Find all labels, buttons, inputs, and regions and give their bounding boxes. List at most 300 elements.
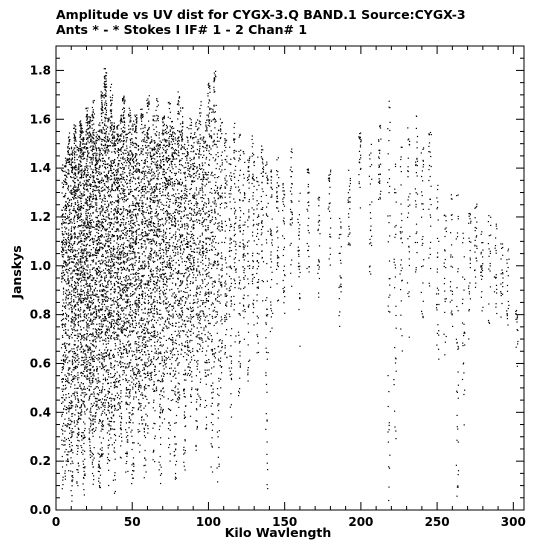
data-point	[115, 170, 116, 171]
data-point	[68, 198, 69, 199]
data-point	[69, 336, 70, 337]
data-point	[82, 144, 83, 145]
data-point	[66, 407, 67, 408]
data-point	[120, 341, 121, 342]
data-point	[136, 323, 137, 324]
data-point	[133, 274, 134, 275]
data-point	[97, 229, 98, 230]
data-point	[107, 463, 108, 464]
data-point	[122, 171, 123, 172]
data-point	[123, 201, 124, 202]
data-point	[84, 392, 85, 393]
data-point	[123, 97, 124, 98]
data-point	[132, 251, 133, 252]
data-point	[99, 381, 100, 382]
data-point	[126, 387, 127, 388]
data-point	[91, 336, 92, 337]
data-point	[125, 308, 126, 309]
data-point	[65, 158, 66, 159]
data-point	[84, 146, 85, 147]
data-point	[77, 454, 78, 455]
data-point	[83, 152, 84, 153]
data-point	[135, 279, 136, 280]
data-point	[117, 239, 118, 240]
data-point	[115, 200, 116, 201]
data-point	[83, 464, 84, 465]
data-point	[93, 323, 94, 324]
data-point	[90, 354, 91, 355]
data-point	[134, 374, 135, 375]
data-point	[72, 194, 73, 195]
data-point	[128, 125, 129, 126]
data-point	[102, 353, 103, 354]
data-point	[76, 445, 77, 446]
data-point	[77, 393, 78, 394]
data-point	[102, 178, 103, 179]
data-point	[71, 301, 72, 302]
data-point	[84, 241, 85, 242]
data-point	[104, 277, 105, 278]
data-point	[92, 207, 93, 208]
data-point	[62, 272, 63, 273]
data-point	[92, 464, 93, 465]
data-point	[118, 199, 119, 200]
data-point	[114, 326, 115, 327]
data-point	[112, 377, 113, 378]
data-point	[107, 256, 108, 257]
data-point	[80, 413, 81, 414]
data-point	[103, 290, 104, 291]
data-point	[81, 392, 82, 393]
data-point	[81, 250, 82, 251]
data-point	[115, 343, 116, 344]
x-tick-label: 250	[424, 515, 450, 529]
data-point	[77, 354, 78, 355]
data-point	[93, 424, 94, 425]
data-point	[118, 244, 119, 245]
data-point	[130, 147, 131, 148]
data-point	[77, 236, 78, 237]
data-point	[94, 100, 95, 101]
data-point	[63, 360, 64, 361]
data-point	[67, 458, 68, 459]
data-point	[71, 167, 72, 168]
data-point	[95, 158, 96, 159]
data-point	[97, 398, 98, 399]
data-point	[74, 351, 75, 352]
data-point	[124, 197, 125, 198]
data-point	[94, 267, 95, 268]
data-point	[127, 295, 128, 296]
data-point	[65, 182, 66, 183]
data-point	[71, 312, 72, 313]
data-point	[80, 321, 81, 322]
data-point	[62, 325, 63, 326]
data-point	[114, 283, 115, 284]
data-point	[89, 365, 90, 366]
data-point	[123, 237, 124, 238]
data-point	[71, 348, 72, 349]
data-point	[133, 177, 134, 178]
data-point	[77, 375, 78, 376]
data-point	[122, 212, 123, 213]
data-point	[77, 279, 78, 280]
data-point	[123, 366, 124, 367]
data-point	[118, 160, 119, 161]
data-point	[120, 367, 121, 368]
data-point	[126, 183, 127, 184]
data-point	[80, 395, 81, 396]
data-point	[125, 348, 126, 349]
data-point	[68, 278, 69, 279]
data-point	[108, 133, 109, 134]
data-point	[111, 266, 112, 267]
data-point	[132, 124, 133, 125]
data-point	[93, 117, 94, 118]
data-point	[97, 217, 98, 218]
data-point	[82, 454, 83, 455]
data-point	[98, 189, 99, 190]
data-point	[130, 376, 131, 377]
data-point	[83, 432, 84, 433]
data-point	[93, 484, 94, 485]
data-point	[80, 170, 81, 171]
data-point	[98, 377, 99, 378]
data-point	[75, 175, 76, 176]
data-point	[65, 213, 66, 214]
data-point	[124, 121, 125, 122]
data-point	[110, 238, 111, 239]
data-point	[112, 270, 113, 271]
data-point	[123, 159, 124, 160]
data-point	[132, 470, 133, 471]
data-point	[76, 146, 77, 147]
data-point	[86, 142, 87, 143]
data-point	[100, 195, 101, 196]
data-point	[92, 359, 93, 360]
data-point	[66, 449, 67, 450]
data-point	[89, 348, 90, 349]
data-point	[106, 335, 107, 336]
data-point	[132, 377, 133, 378]
data-point	[114, 249, 115, 250]
data-point	[86, 281, 87, 282]
data-point	[82, 401, 83, 402]
data-point	[66, 241, 67, 242]
data-point	[76, 154, 77, 155]
data-point	[89, 300, 90, 301]
data-point	[110, 362, 111, 363]
data-point	[71, 284, 72, 285]
data-point	[65, 347, 66, 348]
data-point	[86, 116, 87, 117]
data-point	[67, 203, 68, 204]
data-point	[81, 336, 82, 337]
data-point	[63, 302, 64, 303]
data-point	[102, 221, 103, 222]
data-point	[120, 356, 121, 357]
data-point	[82, 255, 83, 256]
data-point	[77, 379, 78, 380]
data-point	[90, 135, 91, 136]
data-point	[96, 329, 97, 330]
data-point	[80, 166, 81, 167]
data-point	[77, 437, 78, 438]
data-point	[108, 410, 109, 411]
data-point	[62, 266, 63, 267]
data-point	[130, 370, 131, 371]
data-point	[72, 364, 73, 365]
data-point	[89, 389, 90, 390]
data-point	[121, 401, 122, 402]
data-point	[73, 323, 74, 324]
data-point	[75, 234, 76, 235]
data-point	[80, 252, 81, 253]
data-point	[98, 407, 99, 408]
data-point	[99, 485, 100, 486]
data-point	[118, 230, 119, 231]
data-point	[77, 208, 78, 209]
data-point	[107, 201, 108, 202]
data-point	[85, 144, 86, 145]
data-point	[124, 124, 125, 125]
data-point	[71, 205, 72, 206]
data-point	[131, 331, 132, 332]
data-point	[79, 137, 80, 138]
data-point	[83, 270, 84, 271]
data-point	[110, 87, 111, 88]
data-point	[78, 432, 79, 433]
data-point	[124, 110, 125, 111]
data-point	[77, 422, 78, 423]
data-point	[125, 314, 126, 315]
data-point	[86, 338, 87, 339]
data-point	[107, 167, 108, 168]
data-point	[92, 260, 93, 261]
data-point	[109, 356, 110, 357]
data-point	[128, 299, 129, 300]
data-point	[86, 177, 87, 178]
data-point	[70, 457, 71, 458]
data-point	[133, 227, 134, 228]
data-point	[77, 448, 78, 449]
data-point	[74, 243, 75, 244]
data-point	[127, 287, 128, 288]
data-point	[121, 357, 122, 358]
data-point	[127, 353, 128, 354]
data-point	[99, 137, 100, 138]
data-point	[89, 255, 90, 256]
data-point	[135, 384, 136, 385]
data-point	[72, 172, 73, 173]
data-point	[121, 133, 122, 134]
data-point	[80, 261, 81, 262]
data-point	[87, 270, 88, 271]
data-point	[89, 228, 90, 229]
data-point	[92, 303, 93, 304]
y-tick-label: 0.4	[29, 405, 51, 420]
data-point	[75, 273, 76, 274]
data-point	[83, 205, 84, 206]
data-point	[88, 335, 89, 336]
data-point	[68, 150, 69, 151]
data-point	[109, 314, 110, 315]
data-point	[122, 269, 123, 270]
data-point	[123, 346, 124, 347]
data-point	[66, 319, 67, 320]
data-point	[77, 275, 78, 276]
data-point	[81, 439, 82, 440]
data-point	[121, 253, 122, 254]
data-point	[84, 295, 85, 296]
data-point	[69, 446, 70, 447]
data-point	[87, 224, 88, 225]
data-point	[77, 209, 78, 210]
data-point	[80, 150, 81, 151]
data-point	[93, 241, 94, 242]
data-point	[86, 307, 87, 308]
data-point	[77, 360, 78, 361]
data-point	[105, 89, 106, 90]
data-point	[72, 405, 73, 406]
data-point	[130, 296, 131, 297]
data-point	[103, 127, 104, 128]
data-point	[83, 438, 84, 439]
data-point	[75, 193, 76, 194]
data-point	[130, 301, 131, 302]
data-point	[123, 379, 124, 380]
data-point	[93, 194, 94, 195]
data-point	[122, 362, 123, 363]
data-point	[64, 210, 65, 211]
data-point	[130, 159, 131, 160]
data-point	[106, 181, 107, 182]
data-point	[80, 296, 81, 297]
data-point	[80, 300, 81, 301]
data-point	[107, 329, 108, 330]
data-point	[84, 185, 85, 186]
data-point	[61, 360, 62, 361]
data-point	[87, 234, 88, 235]
data-point	[117, 297, 118, 298]
data-point	[105, 198, 106, 199]
data-point	[104, 185, 105, 186]
data-point	[119, 290, 120, 291]
data-point	[136, 300, 137, 301]
data-point	[86, 367, 87, 368]
data-point	[103, 163, 104, 164]
data-point	[123, 169, 124, 170]
data-point	[126, 321, 127, 322]
data-point	[78, 402, 79, 403]
data-point	[125, 165, 126, 166]
data-point	[107, 306, 108, 307]
data-point	[128, 287, 129, 288]
data-point	[129, 418, 130, 419]
data-point	[89, 128, 90, 129]
data-point	[123, 143, 124, 144]
data-point	[75, 125, 76, 126]
data-point	[83, 392, 84, 393]
data-point	[101, 223, 102, 224]
data-point	[83, 222, 84, 223]
data-point	[108, 447, 109, 448]
data-point	[80, 191, 81, 192]
data-point	[78, 184, 79, 185]
data-point	[107, 181, 108, 182]
data-point	[81, 447, 82, 448]
data-point	[114, 267, 115, 268]
data-point	[92, 473, 93, 474]
data-point	[110, 364, 111, 365]
data-point	[102, 228, 103, 229]
data-point	[66, 380, 67, 381]
data-point	[112, 166, 113, 167]
data-point	[120, 193, 121, 194]
data-point	[84, 471, 85, 472]
data-point	[87, 172, 88, 173]
data-point	[116, 175, 117, 176]
data-point	[78, 298, 79, 299]
data-point	[62, 299, 63, 300]
data-point	[86, 245, 87, 246]
data-point	[87, 265, 88, 266]
data-point	[130, 309, 131, 310]
data-point	[87, 296, 88, 297]
data-point	[84, 369, 85, 370]
data-point	[96, 232, 97, 233]
data-point	[104, 349, 105, 350]
data-point	[129, 332, 130, 333]
data-point	[122, 152, 123, 153]
data-point	[113, 210, 114, 211]
data-point	[112, 300, 113, 301]
data-point	[76, 481, 77, 482]
data-point	[130, 115, 131, 116]
data-point	[111, 103, 112, 104]
data-point	[72, 363, 73, 364]
data-point	[98, 179, 99, 180]
data-point	[80, 273, 81, 274]
data-point	[66, 183, 67, 184]
data-point	[93, 295, 94, 296]
data-point	[106, 114, 107, 115]
data-point	[91, 146, 92, 147]
data-point	[101, 95, 102, 96]
data-point	[126, 296, 127, 297]
data-point	[108, 402, 109, 403]
data-point	[81, 174, 82, 175]
data-point	[79, 268, 80, 269]
data-point	[83, 177, 84, 178]
data-point	[118, 164, 119, 165]
data-point	[124, 322, 125, 323]
data-point	[111, 116, 112, 117]
data-point	[99, 167, 100, 168]
data-point	[99, 238, 100, 239]
data-point	[101, 130, 102, 131]
data-point	[117, 210, 118, 211]
data-point	[86, 159, 87, 160]
data-point	[114, 328, 115, 329]
data-point	[67, 216, 68, 217]
data-point	[114, 240, 115, 241]
data-point	[106, 355, 107, 356]
data-point	[111, 398, 112, 399]
data-point	[97, 175, 98, 176]
data-point	[85, 182, 86, 183]
data-point	[108, 393, 109, 394]
